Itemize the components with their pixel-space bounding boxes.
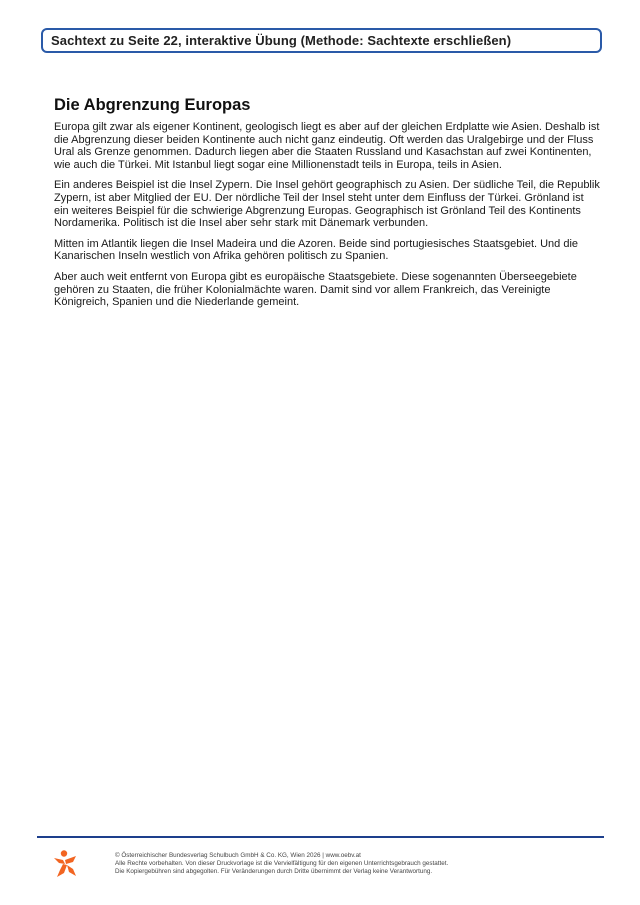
article-paragraph-2: Ein anderes Beispiel ist die Insel Zypern. Die Insel gehört geographisch zu Asien. Der südliche Teil, die Republik Zypern, ist aber Mitglied der EU. Der nördliche Teil der Insel steht unter dem Einfluss der Türkei. Grönland ist ein weiteres Beispiel für die schwierige Abgrenzung Europas. Geographisch ist Grönland Teil des Kontinents Nordamerika. Politisch ist die Insel aber sehr stark mit Dänemark verbunden. (54, 179, 600, 230)
footer-fees: Die Kopiergebühren sind abgegolten. Für Veränderungen durch Dritte übernimmt der Verlag keine Verantwortung. (115, 868, 433, 875)
oebv-logo-icon (51, 849, 79, 879)
footer-divider (37, 836, 604, 838)
header-box (41, 28, 602, 53)
article-heading: Die Abgrenzung Europas (54, 96, 251, 114)
article-paragraph-1: Europa gilt zwar als eigener Kontinent, geologisch liegt es aber auf der gleichen Erdplatte wie Asien. Deshalb ist die Abgrenzung dieser beiden Kontinente auch nicht ganz eindeutig. Oft werden das Uralgebirge und der Fluss Ural als Grenze genommen. Dadurch liegen aber die Staaten Russland und Kasachstan auf zwei Kontinenten, wie auch die Türkei. Mit Istanbul liegt sogar eine Millionenstadt teils in Europa, teils in Asien. (54, 121, 600, 171)
footer-rights: Alle Rechte vorbehalten. Von dieser Druckvorlage ist die Vervielfältigung für den eigenen Unterrichtsgebrauch gestattet. (115, 860, 449, 867)
article-paragraph-4: Aber auch weit entfernt von Europa gibt es europäische Staatsgebiete. Diese sogenannten Überseegebiete gehören zu Staaten, die früher Kolonialmächte waren. Damit sind vor allem Frankreich, das Vereinigte Königreich, Spanien und die Niederlande gemeint. (54, 270, 577, 309)
header-title: Sachtext zu Seite 22, interaktive Übung (Methode: Sachtexte erschließen) (51, 33, 512, 48)
article-paragraph-3: Mitten im Atlantik liegen die Insel Madeira und die Azoren. Beide sind portugiesisches Staatsgebiet. Und die Kanarischen Inseln westlich von Afrika gehören politisch zu Spanien. (54, 237, 579, 263)
footer-copyright: © Österreichischer Bundesverlag Schulbuch GmbH & Co. KG, Wien 2026 | www.oebv.at (115, 852, 361, 859)
article (54, 96, 600, 317)
footer-text (115, 852, 448, 876)
